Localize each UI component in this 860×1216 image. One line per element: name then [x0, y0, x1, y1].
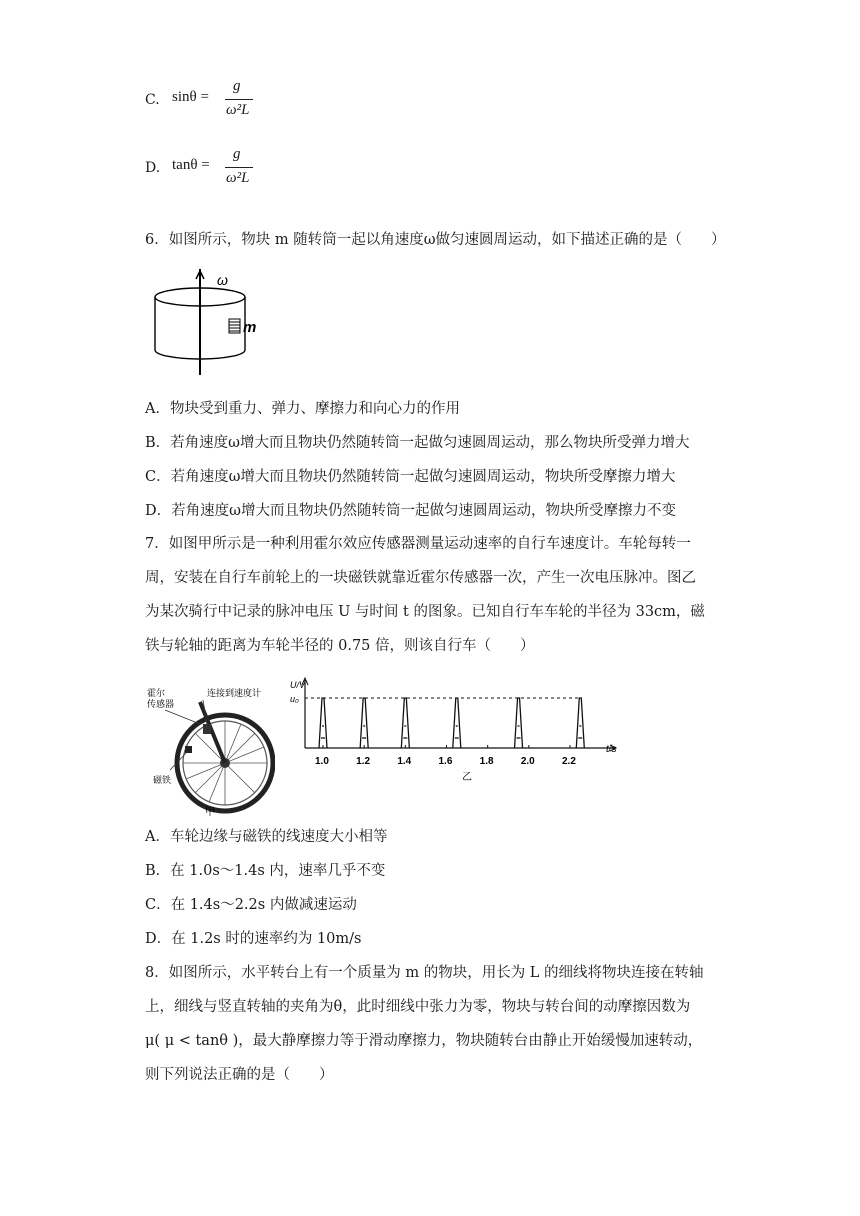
q6-option-a: A．物块受到重力、弹力、摩擦力和向心力的作用 [145, 401, 460, 417]
voltage-pulse [401, 698, 409, 748]
connect-label: 连接到速度计 [207, 688, 262, 698]
option-label: C. [145, 92, 160, 108]
voltage-pulse [576, 698, 584, 748]
q6-option-d: D．若角速度ω增大而且物块仍然随转筒一起做匀速圆周运动，物块所受摩擦力不变 [145, 503, 676, 519]
voltage-pulse [515, 698, 523, 748]
bicycle-wheel-figure [145, 680, 275, 818]
magnet-label: 磁铁 [153, 775, 172, 785]
q7-line-4: 铁与轮轴的距离为车轮半径的 0.75 倍，则该自行车（ ） [145, 638, 535, 654]
q7-line-1: 7．如图甲所示是一种利用霍尔效应传感器测量运动速率的自行车速度计。车轮每转一 [145, 536, 691, 552]
option-label: D. [145, 160, 161, 176]
q8-line-3: μ( μ < tanθ )，最大静摩擦力等于滑动摩擦力，物块随转台由静止开始缓慢加速转动， [145, 1033, 703, 1049]
voltage-pulse [319, 698, 327, 748]
q7-line-3: 为某次骑行中记录的脉冲电压 U 与时间 t 的图象。已知自行车车轮的半径为 33cm，磁 [145, 604, 705, 620]
q6-option-c: C．若角速度ω增大而且物块仍然随转筒一起做匀速圆周运动，物块所受摩擦力增大 [145, 469, 676, 485]
q7-option-b: B．在 1.0s～1.4s 内，速率几乎不变 [145, 863, 386, 879]
q6-stem: 6．如图所示，物块 m 随转筒一起以角速度ω做匀速圆周运动，如下描述正确的是（ ） [145, 232, 726, 248]
q6-option-b: B．若角速度ω增大而且物块仍然随转筒一起做匀速圆周运动，那么物块所受弹力增大 [145, 435, 690, 451]
x-tick-label: 1.6 [438, 756, 453, 767]
formula-lhs: sinθ = [172, 89, 209, 105]
q7-option-d: D．在 1.2s 时的速率约为 10m/s [145, 931, 362, 947]
x-tick-label: 2.2 [562, 756, 576, 767]
x-tick-label: 1.4 [397, 756, 412, 767]
fraction-bar [225, 167, 253, 168]
formula-lhs: tanθ = [172, 157, 210, 173]
voltage-pulse [453, 698, 461, 748]
voltage-pulse [360, 698, 368, 748]
q8-line-2: 上，细线与竖直转轴的夹角为θ，此时细线中张力为零，物块与转台间的动摩擦因数为 [145, 999, 691, 1015]
voltage-pulse-chart [290, 674, 630, 786]
figure-caption-jia: 甲 [205, 807, 215, 818]
u0-label: u₀ [290, 694, 299, 704]
q7-option-c: C．在 1.4s～2.2s 内做减速运动 [145, 897, 357, 913]
figure-caption-yi: 乙 [462, 772, 472, 783]
formula-denominator: ω²L [226, 170, 250, 186]
y-axis-label: U/V [290, 680, 306, 690]
fraction-bar [225, 99, 253, 100]
formula-numerator: g [233, 78, 241, 94]
hall-label: 霍尔 [147, 688, 166, 698]
x-axis-label: t/s [606, 744, 617, 755]
formula-numerator: g [233, 146, 241, 162]
sensor-label: 传感器 [147, 699, 175, 709]
q7-line-2: 周，安装在自行车前轮上的一块磁铁就靠近霍尔传感器一次，产生一次电压脉冲。图乙 [145, 570, 696, 586]
x-tick-label: 1.0 [315, 756, 329, 767]
q8-line-4: 则下列说法正确的是（ ） [145, 1067, 334, 1083]
omega-label: ω [217, 272, 228, 288]
q8-line-1: 8．如图所示，水平转台上有一个质量为 m 的物块，用长为 L 的细线将物块连接在转轴 [145, 965, 704, 981]
mass-label: m [243, 319, 257, 336]
rotating-cylinder-figure [145, 265, 285, 380]
x-tick-label: 1.2 [356, 756, 371, 767]
formula-denominator: ω²L [226, 102, 250, 118]
x-tick-label: 1.8 [479, 756, 494, 767]
x-tick-label: 2.0 [520, 756, 535, 767]
q7-option-a: A．车轮边缘与磁铁的线速度大小相等 [145, 829, 388, 845]
